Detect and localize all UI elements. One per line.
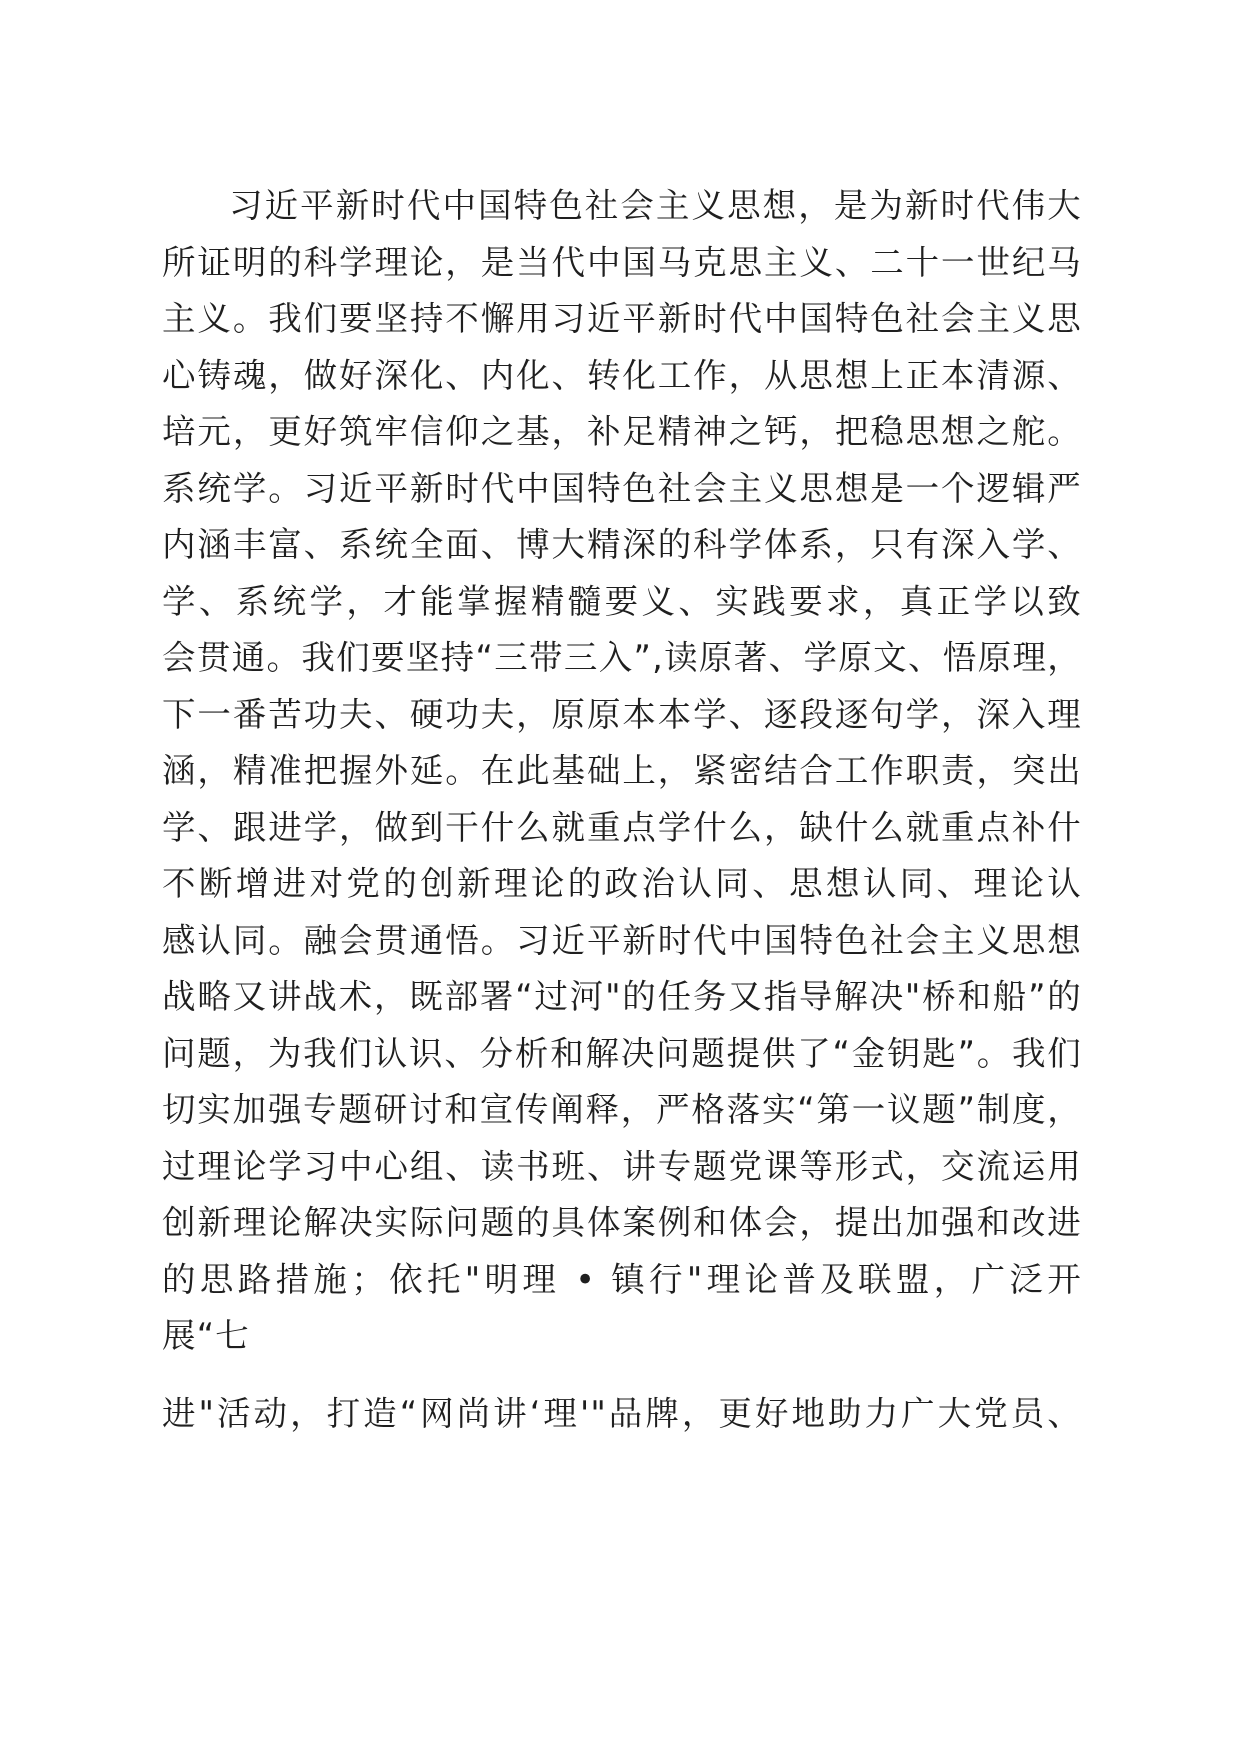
paragraph-line: 培元，更好筑牢信仰之基，补足精神之钙，把稳思想之舵。 [162,412,1082,451]
paragraph-line: 系统学。习近平新时代中国特色社会主义思想是一个逻辑严 [162,468,1082,508]
paragraph-line: 涵，精准把握外延。在此基础上，紧密结合工作职责，突出 [162,751,1082,790]
paragraph-line: 战略又讲战术，既部署“过河"的任务又指导解决"桥和船”的 [162,977,1082,1016]
paragraph-line: 习近平新时代中国特色社会主义思想，是为新时代伟大 [229,186,1082,225]
continuation-paragraph [162,1386,1082,1443]
paragraph-line: 切实加强专题研讨和宣传阐释，严格落实“第一议题”制度， [162,1090,1082,1129]
paragraph-line: 创新理论解决实际问题的具体案例和体会，提出加强和改进 [162,1203,1082,1242]
paragraph-line: 学、跟进学，做到干什么就重点学什么，缺什么就重点补什 [162,807,1082,847]
paragraph-line: 问题，为我们认识、分析和解决问题提供了“金钥匙”。我们 [162,1033,1082,1073]
paragraph-line: 展“七 [162,1316,250,1355]
paragraph-line: 进"活动，打造“网尚讲‘理'"品牌，更好地助力广大党员、 [162,1394,1082,1433]
paragraph-line: 下一番苦功夫、硬功夫，原原本本学、逐段逐句学，深入理 [162,694,1082,734]
paragraph-line: 感认同。融会贯通悟。习近平新时代中国特色社会主义思想 [162,920,1082,960]
paragraph-line: 所证明的科学理论，是当代中国马克思主义、二十一世纪马 [162,242,1082,282]
paragraph-line: 的思路措施；依托"明理 • 镇行"理论普及联盟，广泛开 [162,1259,1082,1299]
body-paragraph [162,178,1082,1365]
paragraph-line: 心铸魂，做好深化、内化、转化工作，从思想上正本清源、 [162,355,1082,395]
paragraph-line: 主义。我们要坚持不懈用习近平新时代中国特色社会主义思 [162,299,1082,338]
paragraph-line: 不断增进对党的创新理论的政治认同、思想认同、理论认 [162,864,1082,903]
paragraph-line: 过理论学习中心组、读书班、讲专题党课等形式，交流运用 [162,1146,1082,1186]
paragraph-line: 会贯通。我们要坚持“三带三入”,读原著、学原文、悟原理， [162,638,1082,677]
paragraph-line: 学、系统学，才能掌握精髓要义、实践要求，真正学以致 [162,581,1082,621]
paragraph-line: 内涵丰富、系统全面、博大精深的科学体系，只有深入学、 [162,525,1082,564]
